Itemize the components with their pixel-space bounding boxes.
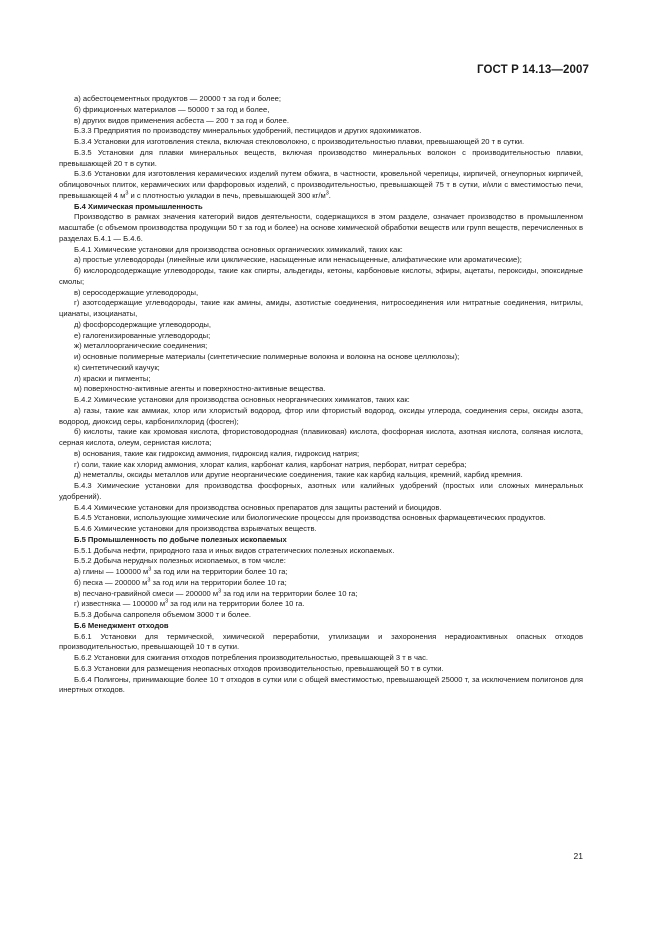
paragraph: а) асбестоцементных продуктов — 20000 т за год и более; <box>74 94 282 103</box>
paragraph: Б.4.2 Химические установки для производства основных неорганических химикатов, таких как: <box>74 395 410 404</box>
paragraph: Б.5.3 Добыча сапропеля объемом 3000 т и более. <box>74 610 252 619</box>
paragraph: ж) металлоорганические соединения; <box>74 341 208 351</box>
paragraph: Б.4.4 Химические установки для производства основных препаратов для защиты растений и биоцидов. <box>74 502 442 512</box>
paragraph: а) простые углеводороды (линейные или циклические, насыщенные или ненасыщенные, алифатические или ароматические); <box>74 255 522 265</box>
paragraph: Б.4.1 Химические установки для производства основных органических химикалий, таких как: <box>74 244 403 254</box>
paragraph: Б.5.2 Добыча нерудных полезных ископаемых, в том числе: <box>74 556 286 566</box>
paragraph: б) кислоты, такие как хромовая кислота, фтористоводородная (плавиковая) кислота, фосфорная кислота, азотная кислота, соляная кислота, серная кислота, олеум, сернистая кислота; <box>59 427 583 447</box>
paragraph: б) кислородсодержащие углеводороды, такие как спирты, альдегиды, кетоны, карбоновые кислоты, эфиры, ацетаты, пероксиды, эпоксидные смолы; <box>59 266 583 286</box>
paragraph: к) синтетический каучук; <box>74 362 160 372</box>
paragraph: Производство в рамках значения категорий видов деятельности, содержащихся в этом разделе, означает производство в промышленном масштабе (с объемом производства продукции 50 т за год и более) на основе химической обработки веществ или групп веществ, перечисленных в разделах Б.4.1 — Б.4.6. <box>59 212 583 243</box>
paragraph: в) песчано-гравийной смеси — 200000 $м^3$ за год или на территории более 10 га; <box>74 587 358 598</box>
paragraph: Б.3.5 Установки для плавки минеральных веществ, включая производство минеральных волокон с производительностью плавки, превышающей 20 т в сутки. <box>59 147 583 168</box>
paragraph: г) соли, такие как хлорид аммония, хлорат калия, карбонат калия, карбонат натрия, перборат, нитрат серебра; <box>74 459 467 469</box>
section-heading: Б.4 Химическая промышленность <box>74 201 203 211</box>
paragraph: Б.3.6 Установки для изготовления керамических изделий путем обжига, в частности, кровельной черепицы, кирпичей, огнеупорных кирпичей, облицовочных плиток, керамических или фарфоровых изделий, с производительностью, превышающей 75 т в сутки, и/или с вместимостью печи, превышающей 4 $м^3$ и с плотностью укладки в печь, превышающей 300 $кг/м^3$. <box>59 169 583 200</box>
paragraph: в) основания, такие как гидроксид аммония, гидроксид калия, гидроксид натрия; <box>74 448 360 458</box>
paragraph: в) других видов применения асбеста — 200 т за год и более. <box>74 115 289 125</box>
paragraph: Б.6.4 Полигоны, принимающие более 10 т отходов в сутки или с общей вместимостью, превышающей 25000 т, за исключением полигонов для инертных отходов. <box>59 674 583 695</box>
paragraph: Б.3.4 Установки для изготовления стекла, включая стекловолокно, с производительностью плавки, превышающей 20 т в сутки. <box>74 137 525 146</box>
paragraph: Б.6.3 Установки для размещения неопасных отходов производительностью, превышающей 50 т в сутки. <box>74 663 444 673</box>
paragraph: е) галогенизированные углеводороды; <box>74 330 211 340</box>
paragraph: Б.6.1 Установки для термической, химической переработки, утилизации и захоронения нерадиоактивных опасных отходов производительностью, превышающей 10 т в сутки. <box>59 631 583 652</box>
paragraph: Б.4.5 Установки, использующие химические или биологические процессы для производства основных фармацевтических продуктов. <box>74 513 546 523</box>
page-number: 21 <box>573 851 583 861</box>
section-heading: Б.5 Промышленность по добыче полезных ископаемых <box>74 534 287 544</box>
paragraph: в) серосодержащие углеводороды, <box>74 287 199 297</box>
section-heading: Б.6 Менеджмент отходов <box>74 620 169 630</box>
document-body <box>59 94 583 696</box>
paragraph: л) краски и пигменты; <box>74 373 151 383</box>
paragraph: Б.4.6 Химические установки для производства взрывчатых веществ. <box>74 524 317 533</box>
paragraph: д) фосфорсодержащие углеводороды, <box>74 319 211 329</box>
paragraph: а) газы, такие как аммиак, хлор или хлористый водород, фтор или фтористый водород, оксиды углерода, соединения серы, оксиды азота, водород, диоксид серы, карбонилхлорид (фосген); <box>59 405 583 426</box>
paragraph: Б.4.3 Химические установки для производства фосфорных, азотных или калийных удобрений (простых или сложных минеральных удобрений). <box>59 481 583 501</box>
paragraph: Б.6.2 Установки для сжигания отходов потребления производительностью, превышающей 3 т в час. <box>74 653 429 662</box>
paragraph: г) азотсодержащие углеводороды, такие как амины, амиды, азотистые соединения, нитросоединения или нитратные соединения, нитрилы, цианаты, изоцианаты, <box>59 298 583 318</box>
paragraph: м) поверхностно-активные агенты и поверхностно-активные вещества. <box>74 384 326 394</box>
paragraph: а) глины — 100000 $м^3$ за год или на территории более 10 га; <box>74 566 288 576</box>
paragraph: б) песка — 200000 $м^3$ за год или на территории более 10 га; <box>74 577 287 587</box>
standard-header: ГОСТ Р 14.13—2007 <box>477 64 589 76</box>
paragraph: и) основные полимерные материалы (синтетические полимерные волокна и волокна на основе целлюлозы); <box>74 352 460 361</box>
paragraph: б) фрикционных материалов — 50000 т за год и более, <box>74 104 270 114</box>
paragraph: д) неметаллы, оксиды металлов или другие неорганические соединения, такие как карбид кальция, кремний, карбид кремния. <box>74 470 523 480</box>
paragraph: Б.5.1 Добыча нефти, природного газа и иных видов стратегических полезных ископаемых. <box>74 545 395 555</box>
paragraph: Б.3.3 Предприятия по производству минеральных удобрений, пестицидов и других ядохимикатов. <box>74 126 422 136</box>
paragraph: г) известняка — 100000 $м^3$ за год или на территории более 10 га. <box>74 598 305 609</box>
